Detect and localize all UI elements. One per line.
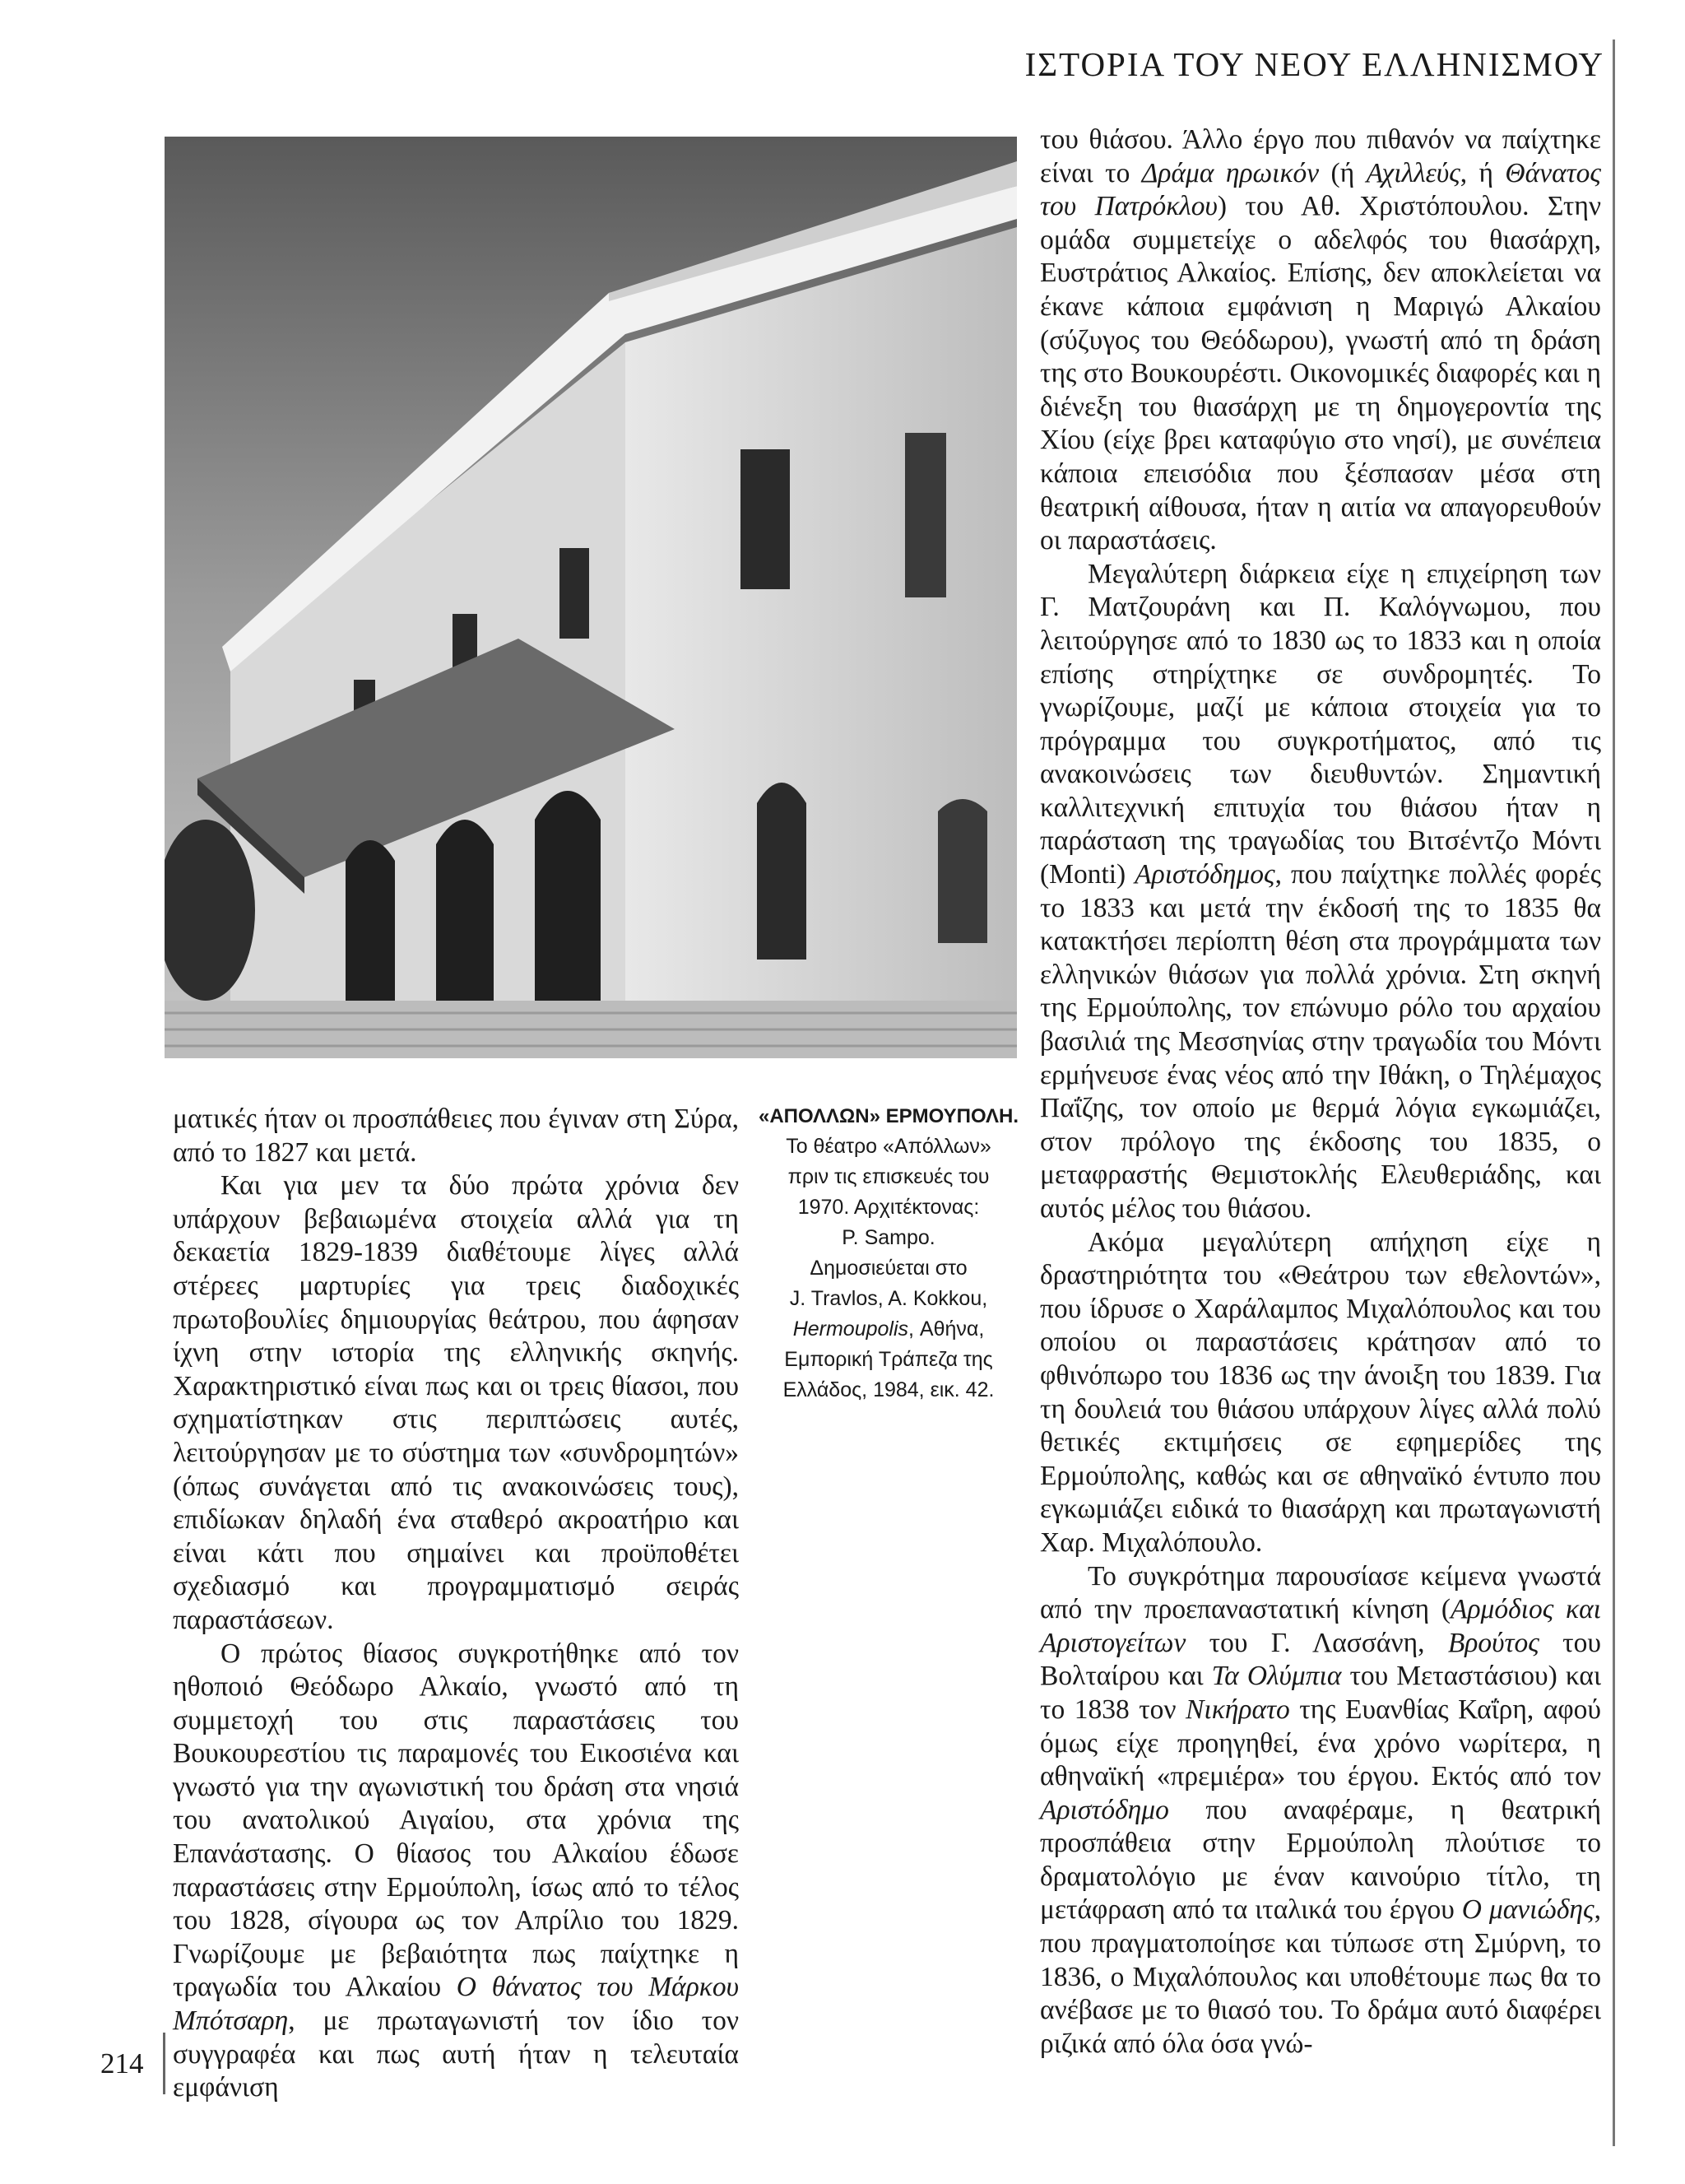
caption-line: Ελλάδος, 1984, εικ. 42. [782, 1378, 995, 1401]
side-arch [757, 783, 806, 960]
work-title: Τα Ολύμπια [1211, 1661, 1342, 1692]
work-title: Ο θάνατος του Μάρκου Μπότσαρη [173, 1972, 739, 2037]
caption-line: 1970. Αρχιτέκτονας: [797, 1196, 980, 1219]
left-column [173, 1103, 739, 2105]
work-title: Αριστόδημος [1135, 859, 1275, 890]
caption-line: Hermoupolis, Αθήνα, [792, 1317, 985, 1341]
side-window [905, 433, 946, 597]
front-window [559, 548, 589, 639]
page-number: 214 [100, 2047, 144, 2079]
caption-title: «ΑΠΟΛΛΩΝ» ΕΡΜΟΥΠΟΛΗ. [758, 1105, 1019, 1127]
work-title: Αριστόδημο [1040, 1794, 1169, 1825]
work-title: Ο μανιώδης [1461, 1894, 1594, 1926]
paragraph: Ο πρώτος θίασος συγκροτήθηκε από τον ηθοποιό Θεόδωρο Αλκαίο, γνωστό από τη συμμετοχή του στις παραστάσεις του Βουκουρεστίου τις παραμονές του Εικοσιένα και γνωστό για την αγωνιστική του δράση στα νησιά του ανατολικού Αιγαίου, στα χρόνια της Επανάστασης. Ο θίασος του Αλκαίου έδωσε παραστάσεις στην Ερμούπολη, ίσως από το τέλος του 1828, σίγουρα ως τον Απρίλιο του 1829. Γνωρίζουμε με βεβαιότητα πως παίχτηκε η τραγωδία του Αλκαίου Ο θάνατος του Μάρκου Μπότσαρη, με πρωταγωνιστή τον ίδιο τον συγγραφέα και πως αυτή ήταν η τελευταία εμφάνιση [173, 1638, 739, 2103]
column-rule [1613, 39, 1615, 2146]
caption-line: Το θέατρο «Απόλλων» [786, 1135, 991, 1158]
paragraph: του θιάσου. Άλλο έργο που πιθανόν να παίχτηκε είναι το Δράμα ηρωικόν (ή Αχιλλεύς, ή Θάνατος του Πατρόκλου) του Αθ. Χριστόπουλου. Στην ομάδα συμμετείχε ο αδελφός του θιασάρχη, Ευστράτιος Αλκαίος. Επίσης, δεν αποκλείεται να έκανε κάποια εμφάνιση η Μαριγώ Αλκαίου (σύζυγος του Θεόδωρου), γνωστή από τη δράση της στο Βουκουρέστι. Οικονομικές διαφορές και η διένεξη του θιασάρχη με τη δημογεροντία της Χίου (είχε βρει καταφύγιο στο νησί), με συνέπεια κάποια επεισόδια που ξέσπασαν μέσα στη θεατρική αίθουσα, ήταν η αιτία να απαγορευθούν οι παραστάσεις. [1040, 124, 1601, 556]
caption-italic: Hermoupolis [792, 1317, 909, 1341]
photo-illustration [165, 137, 1017, 1058]
caption-line: Εμπορική Τράπεζα της [784, 1348, 993, 1371]
running-header: ΙΣΤΟΡΙΑ ΤΟΥ ΝΕΟΥ ΕΛΛΗΝΙΣΜΟΥ [1024, 45, 1604, 83]
paragraph: Το συγκρότημα παρουσίασε κείμενα γνωστά από την προεπαναστατική κίνηση (Αρμόδιος και Αριστογείτων του Γ. Λασσάνη, Βρούτος του Βολταίρου και Τα Ολύμπια του Μεταστάσιου) και το 1838 τον Νικήρατο της Ευανθίας Καΐρη, αφού όμως είχε προηγηθεί, ένα χρόνο νωρίτερα, η αθηναϊκή «πρεμιέρα» του έργου. Εκτός από τον Αριστόδημο που αναφέραμε, η θεατρική προσπάθεια στην Ερμούπολη πλούτισε το δραματολόγιο με έναν καινούριο τίτλο, τη μετάφραση από τα ιταλικά του έργου Ο μανιώδης, που πραγματοποίησε και τύπωσε στη Σμύρνη, το 1836, ο Μιχαλόπουλος και υποθέτουμε πως θα το ανέβασε με το θιασό του. Το δράμα αυτό διαφέρει ριζικά από όλα όσα γνώ- [1040, 1560, 1601, 2059]
right-column [1040, 123, 1601, 2061]
caption-line: πριν τις επισκευές του [787, 1165, 990, 1188]
work-title: Βρούτος [1447, 1627, 1539, 1658]
page-number-rule [163, 2033, 165, 2094]
work-title: Αχιλλεύς [1366, 157, 1460, 188]
paragraph: Μεγαλύτερη διάρκεια είχε η επιχείρηση των Γ. Ματζουράνη και Π. Καλόγνωμου, που λειτούργησε από το 1830 ως το 1833 και η οποία επίσης στηρίχτηκε σε συνδρομητές. Το γνωρίζουμε, μαζί με κάποια στοιχεία για το πρόγραμμα του συγκροτήματος, από τις ανακοινώσεις των διευθυντών. Σημαντική καλλιτεχνική επιτυχία του θιάσου ήταν η παράσταση της τραγωδίας του Βιτσέντζο Μόντι (Monti) Αριστόδημος, που παίχτηκε πολλές φορές το 1833 και μετά την έκδοσή της το 1835 θα κατακτήσει περίοπτη θέση στα προγράμματα των ελληνικών θιάσων για πολλά χρόνια. Στη σκηνή της Ερμούπολης, τον επώνυμο ρόλο του αρχαίου βασιλιά της Μεσσηνίας στην τραγωδία του Μόντι ερμήνευσε ένας νέος από την Ιθάκη, ο Τηλέμαχος Παΐζης, τον οποίο με θερμά λόγια εγκωμιάζει, στον πρόλογο της έκδοσης του 1835, ο μεταφραστής Θεμιστοκλής Ελευθεριάδης, και αυτός μέλος του θιάσου. [1040, 558, 1601, 1224]
caption-line: Δημοσιεύεται στο [810, 1257, 968, 1280]
side-arch [938, 799, 987, 943]
work-title: Θάνατος του Πατρόκλου [1040, 157, 1601, 222]
paragraph: ματικές ήταν οι προσπάθειες που έγιναν στη Σύρα, από το 1827 και μετά. [173, 1104, 739, 1168]
theatre-building-photo [165, 137, 1017, 1058]
work-title: Νικήρατο [1186, 1694, 1290, 1725]
work-title: Αρμόδιος και Αριστογείτων [1040, 1594, 1601, 1658]
work-title: Δράμα ηρωικόν [1141, 157, 1320, 188]
paragraph: Και για μεν τα δύο πρώτα χρόνια δεν υπάρχουν βεβαιωμένα στοιχεία αλλά για τη δεκαετία 1829-1839 διαθέτουμε λίγες αλλά στέρεες μαρτυρίες για τρεις διαδοχικές πρωτοβουλίες δημιουργίας θεάτρου, που άφησαν ίχνη στην ιστορία της ελληνικής σκηνής. Χαρακτηριστικό είναι πως και οι τρεις θίασοι, που σχηματίστηκαν στις περιπτώσεις αυτές, λειτούργησαν με το σύστημα των «συνδρομητών» (όπως συνάγεται από τις ανακοινώσεις τους), επιδίωκαν δηλαδή ένα σταθερό ακροατήριο και είναι κάτι που σημαίνει και προϋποθέτει σχεδιασμό και προγραμματισμό σειράς παραστάσεων. [173, 1170, 739, 1635]
caption-line: P. Sampo. [842, 1226, 935, 1249]
paragraph: Ακόμα μεγαλύτερη απήχηση είχε η δραστηριότητα του «Θεάτρου των εθελοντών», που ίδρυσε ο Χαράλαμπος Μιχαλόπουλος και του οποίου οι παραστάσεις κράτησαν από το φθινόπωρο του 1836 ως την άνοιξη του 1839. Για τη δουλειά του θιάσου υπάρχουν λίγες αλλά πολύ θετικές εκτιμήσεις σε εφημερίδες της Ερμούπολης, καθώς και σε αθηναϊκό έντυπο που εγκωμιάζει ειδικά το θιασάρχη και πρωταγωνιστή Χαρ. Μιχαλόπουλο. [1040, 1226, 1601, 1558]
caption-line: J. Travlos, A. Kokkou, [789, 1287, 988, 1310]
photo-caption [749, 1101, 1028, 1406]
side-window [740, 449, 790, 589]
